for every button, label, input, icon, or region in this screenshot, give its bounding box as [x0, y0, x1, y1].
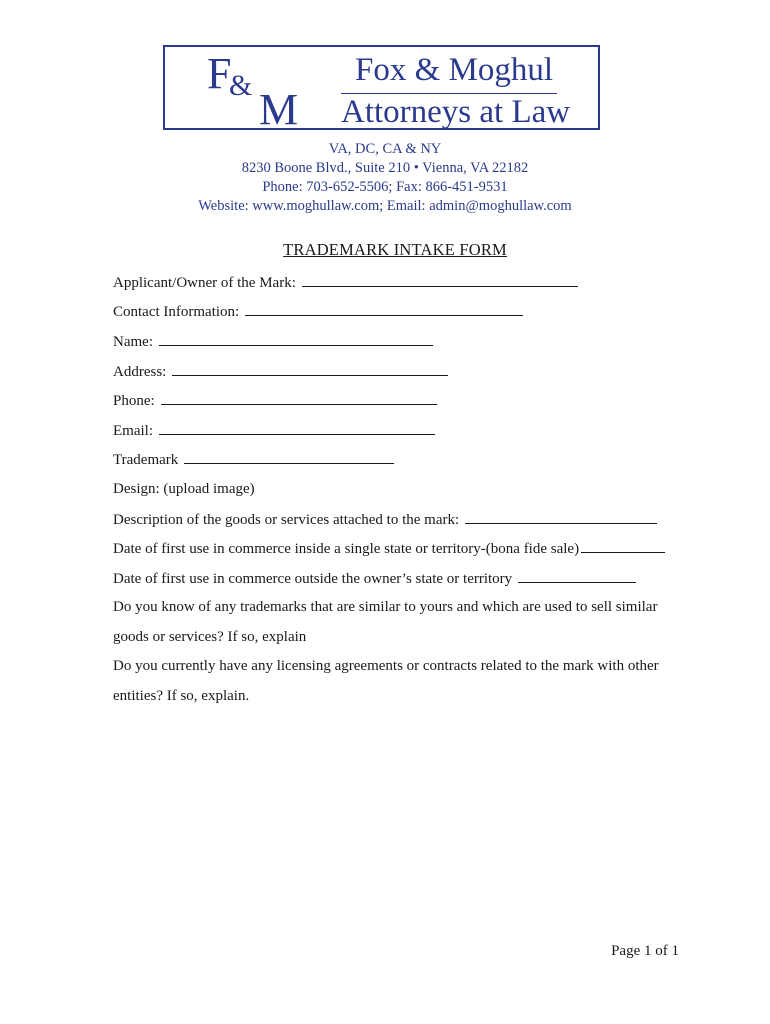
letterhead-address: 8230 Boone Blvd., Suite 210 • Vienna, VA 22182 [241, 160, 529, 176]
field-contact [113, 302, 523, 321]
field-email-blank[interactable] [159, 421, 435, 435]
field-trademark [113, 450, 394, 469]
field-trademark-blank[interactable] [184, 450, 394, 464]
field-phone [113, 391, 437, 410]
question-similar-line-1: Do you know of any trademarks that are similar to yours and which are used to sell similar [113, 599, 658, 615]
logo-tagline: Attorneys at Law [341, 94, 571, 130]
field-address-blank[interactable] [172, 362, 448, 376]
field-name-label: Name: [113, 334, 153, 350]
field-first-use-outside [113, 569, 636, 588]
field-description [113, 510, 657, 529]
letterhead-phone-fax: Phone: 703-652-5506; Fax: 866-451-9531 [262, 179, 508, 195]
firm-logo [163, 45, 600, 134]
field-email-label: Email: [113, 423, 153, 439]
field-contact-blank[interactable] [245, 302, 523, 316]
field-phone-blank[interactable] [161, 391, 437, 405]
question-licensing-line-1: Do you currently have any licensing agreements or contracts related to the mark with other [113, 658, 659, 674]
field-trademark-label: Trademark [113, 452, 179, 468]
field-applicant [113, 273, 578, 292]
page-number: Page 1 of 1 [611, 943, 679, 959]
field-applicant-blank[interactable] [302, 273, 578, 287]
field-phone-label: Phone: [113, 393, 155, 409]
field-contact-label: Contact Information: [113, 304, 240, 320]
letterhead-jurisdictions: VA, DC, CA & NY [328, 141, 442, 157]
field-first-use-inside-blank[interactable] [581, 539, 665, 553]
letterhead-web-email: Website: www.moghullaw.com; Email: admin@moghullaw.com [198, 198, 572, 214]
field-description-label: Description of the goods or services attached to the mark: [113, 512, 460, 528]
field-name-blank[interactable] [159, 332, 433, 346]
field-email [113, 421, 435, 440]
field-first-use-inside-label: Date of first use in commerce inside a single state or territory-(bona fide sale) [113, 541, 580, 557]
field-design-label: Design: (upload image) [113, 481, 255, 497]
letterhead [0, 140, 770, 216]
field-design [113, 480, 255, 498]
question-licensing-line-2: entities? If so, explain. [113, 688, 250, 704]
field-first-use-outside-label: Date of first use in commerce outside the owner’s state or territory [113, 571, 513, 587]
question-similar-line-2: goods or services? If so, explain [113, 629, 307, 645]
field-description-blank[interactable] [465, 510, 657, 524]
form-title: TRADEMARK INTAKE FORM [283, 240, 507, 259]
logo-firm-name: Fox & Moghul [355, 52, 554, 88]
field-address-label: Address: [113, 364, 167, 380]
logo-monogram-f: F [207, 49, 232, 98]
logo-monogram-m: M [259, 85, 299, 134]
field-first-use-outside-blank[interactable] [518, 569, 636, 583]
field-address [113, 362, 448, 381]
logo-monogram-amp: & [229, 69, 253, 102]
field-applicant-label: Applicant/Owner of the Mark: [113, 275, 296, 291]
field-first-use-inside [113, 539, 665, 558]
field-name [113, 332, 433, 351]
